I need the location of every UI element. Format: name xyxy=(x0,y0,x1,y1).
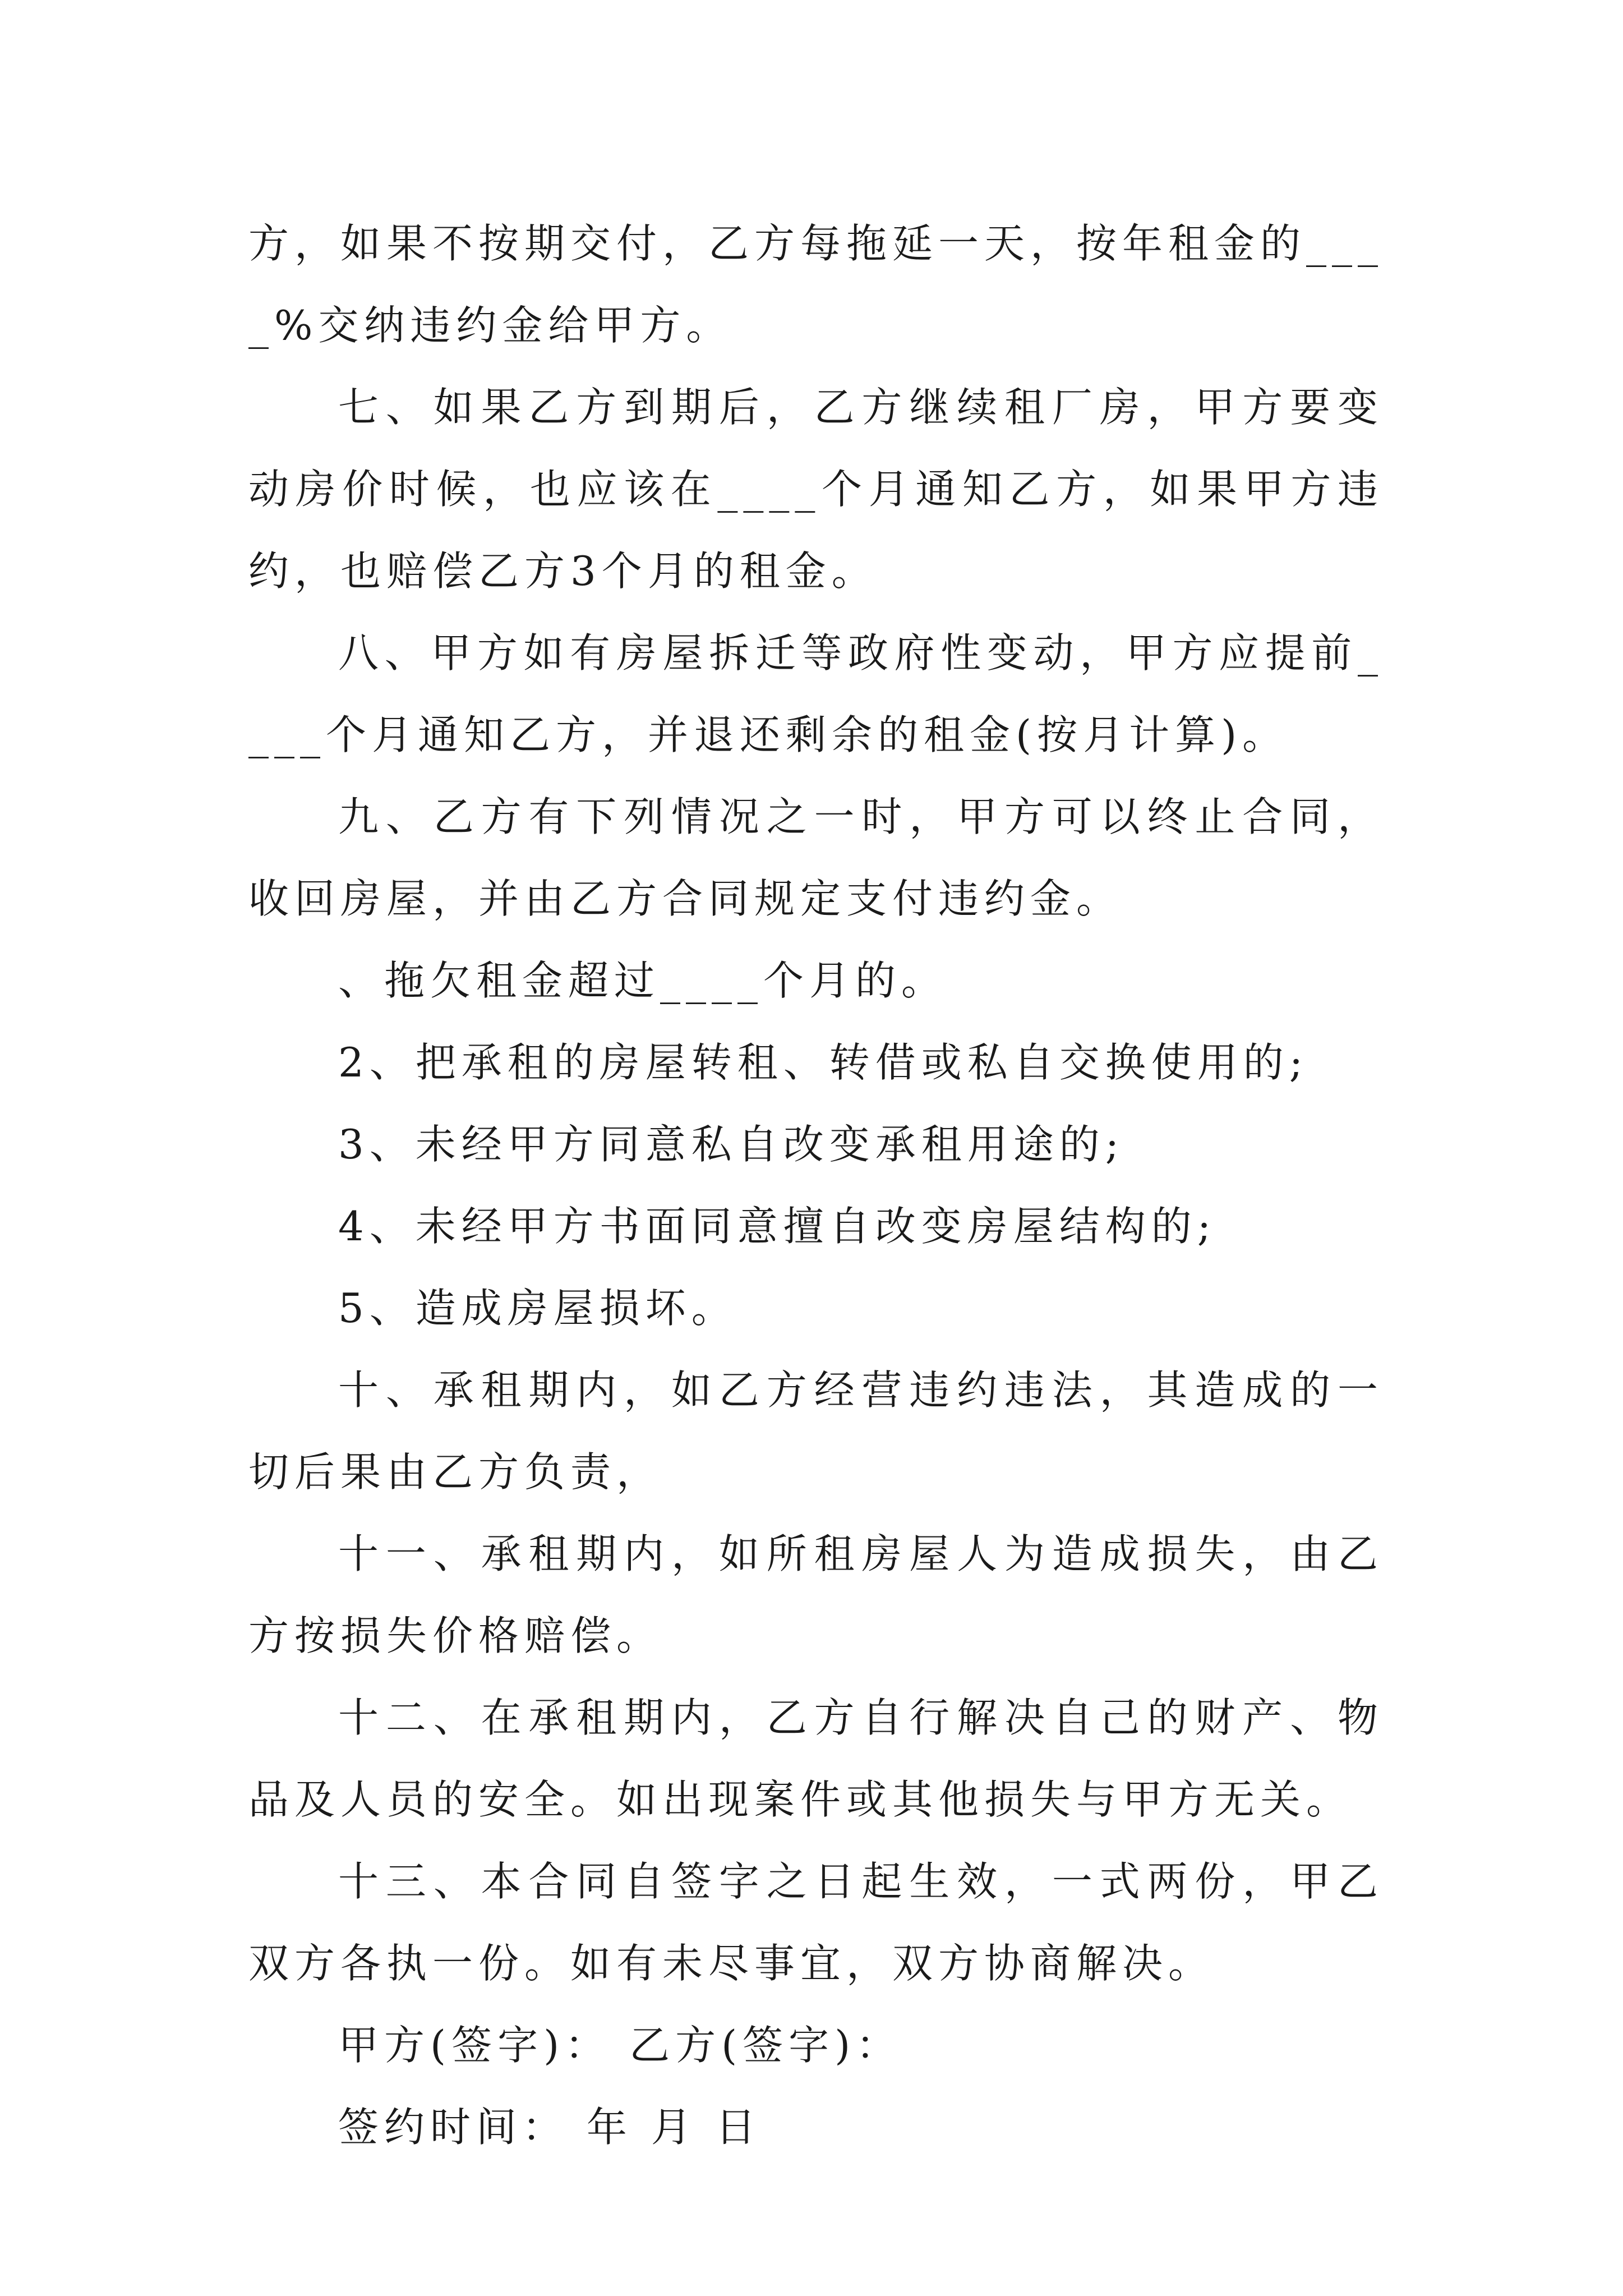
paragraph-clause-7: 七、如果乙方到期后，乙方继续租厂房，甲方要变动房价时候，也应该在____个月通知乙方，如果甲方违约，也赔偿乙方3个月的租金。 xyxy=(248,384,1384,595)
paragraph-clause-12: 十二、在承租期内，乙方自行解决自己的财产、物品及人员的安全。如出现案件或其他损失与甲方无关。 xyxy=(248,1694,1384,1823)
paragraph-clause-13: 十三、本合同自签字之日起生效，一式两份，甲乙双方各执一份。如有未尽事宜，双方协商解决。 xyxy=(248,1858,1384,1987)
paragraph-penalty-continuation: 方，如果不按期交付，乙方每拖延一天，按年租金的____%交纳违约金给甲方。 xyxy=(248,220,1384,349)
paragraph-clause-9-item-4: 4、未经甲方书面同意擅自改变房屋结构的; xyxy=(338,1203,1217,1250)
signature-line: 甲方(签字)： 乙方(签字)： xyxy=(338,2022,902,2069)
paragraph-clause-9-item-5: 5、造成房屋损坏。 xyxy=(338,1285,737,1332)
paragraph-clause-8: 八、甲方如有房屋拆迁等政府性变动，甲方应提前____个月通知乙方，并退还剩余的租金(按月计算)。 xyxy=(248,629,1384,758)
paragraph-clause-10: 十、承租期内，如乙方经营违约违法，其造成的一切后果由乙方负责， xyxy=(248,1366,1384,1496)
paragraph-clause-9-item-2: 2、把承租的房屋转租、转借或私自交换使用的; xyxy=(338,1039,1309,1086)
paragraph-clause-9: 九、乙方有下列情况之一时，甲方可以终止合同，收回房屋，并由乙方合同规定支付违约金。 xyxy=(248,793,1384,922)
paragraph-clause-11: 十一、承租期内，如所租房屋人为造成损失，由乙方按损失价格赔偿。 xyxy=(248,1530,1384,1659)
signing-date-line: 签约时间： 年 月 日 xyxy=(338,2104,762,2151)
paragraph-clause-9-item-3: 3、未经甲方同意私自改变承租用途的; xyxy=(338,1121,1125,1168)
contract-body xyxy=(248,203,1384,2168)
paragraph-clause-9-item-1: 、拖欠租金超过____个月的。 xyxy=(338,957,948,1004)
